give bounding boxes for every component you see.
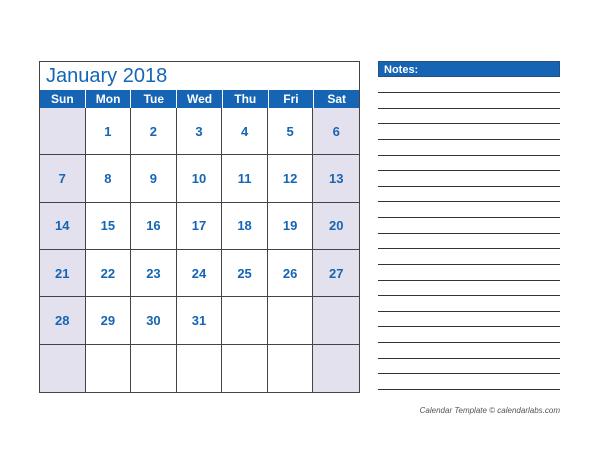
day-cell: 1	[86, 108, 132, 155]
note-line	[378, 326, 560, 327]
note-line	[378, 123, 560, 124]
note-line	[378, 358, 560, 359]
day-cell: 4	[222, 108, 268, 155]
day-cell: 31	[177, 297, 223, 344]
note-line	[378, 155, 560, 156]
note-line	[378, 233, 560, 234]
note-line	[378, 170, 560, 171]
day-cell	[222, 297, 268, 344]
day-cell: 25	[222, 250, 268, 297]
day-cell: 5	[268, 108, 314, 155]
day-cell: 2	[131, 108, 177, 155]
day-cell	[177, 345, 223, 392]
day-cell: 13	[313, 155, 359, 202]
day-cell	[268, 297, 314, 344]
day-cell: 11	[222, 155, 268, 202]
day-cell: 14	[40, 203, 86, 250]
notes-title: Notes:	[378, 61, 560, 77]
note-line	[378, 108, 560, 109]
day-cell: 16	[131, 203, 177, 250]
notes-section	[378, 61, 560, 391]
dow-sat: Sat	[327, 92, 347, 106]
day-cell: 15	[86, 203, 132, 250]
dow-tue: Tue	[131, 90, 177, 108]
note-line	[378, 217, 560, 218]
note-line	[378, 311, 560, 312]
day-of-week-header	[40, 90, 359, 108]
note-line	[378, 295, 560, 296]
day-cell: 29	[86, 297, 132, 344]
note-line	[378, 373, 560, 374]
day-cell	[40, 345, 86, 392]
calendar-grid	[40, 108, 359, 392]
day-cell: 18	[222, 203, 268, 250]
day-cell	[313, 297, 359, 344]
day-cell: 8	[86, 155, 132, 202]
note-line	[378, 280, 560, 281]
day-cell: 26	[268, 250, 314, 297]
calendar	[39, 61, 360, 393]
dow-mon: Mon	[86, 90, 132, 108]
note-line	[378, 264, 560, 265]
day-cell	[86, 345, 132, 392]
note-line	[378, 139, 560, 140]
day-cell: 7	[40, 155, 86, 202]
day-cell: 19	[268, 203, 314, 250]
day-cell	[268, 345, 314, 392]
footer-credit: Calendar Template © calendarlabs.com	[419, 406, 560, 415]
note-line	[378, 92, 560, 93]
note-line	[378, 186, 560, 187]
day-cell: 24	[177, 250, 223, 297]
dow-sun: Sun	[40, 90, 86, 108]
note-line	[378, 201, 560, 202]
day-cell: 21	[40, 250, 86, 297]
note-line	[378, 342, 560, 343]
note-line	[378, 389, 560, 390]
day-cell: 12	[268, 155, 314, 202]
day-cell	[313, 345, 359, 392]
day-cell: 28	[40, 297, 86, 344]
day-cell: 30	[131, 297, 177, 344]
day-cell: 23	[131, 250, 177, 297]
day-cell	[131, 345, 177, 392]
day-cell: 9	[131, 155, 177, 202]
day-cell	[40, 108, 86, 155]
dow-wed: Wed	[177, 90, 223, 108]
day-cell: 10	[177, 155, 223, 202]
day-cell: 6	[313, 108, 359, 155]
dow-fri: Fri	[269, 90, 315, 108]
day-cell: 3	[177, 108, 223, 155]
day-cell: 22	[86, 250, 132, 297]
day-cell	[222, 345, 268, 392]
day-cell: 27	[313, 250, 359, 297]
day-cell: 20	[313, 203, 359, 250]
day-cell: 17	[177, 203, 223, 250]
note-line	[378, 248, 560, 249]
dow-thu: Thu	[223, 90, 269, 108]
calendar-title: January 2018	[46, 65, 168, 87]
